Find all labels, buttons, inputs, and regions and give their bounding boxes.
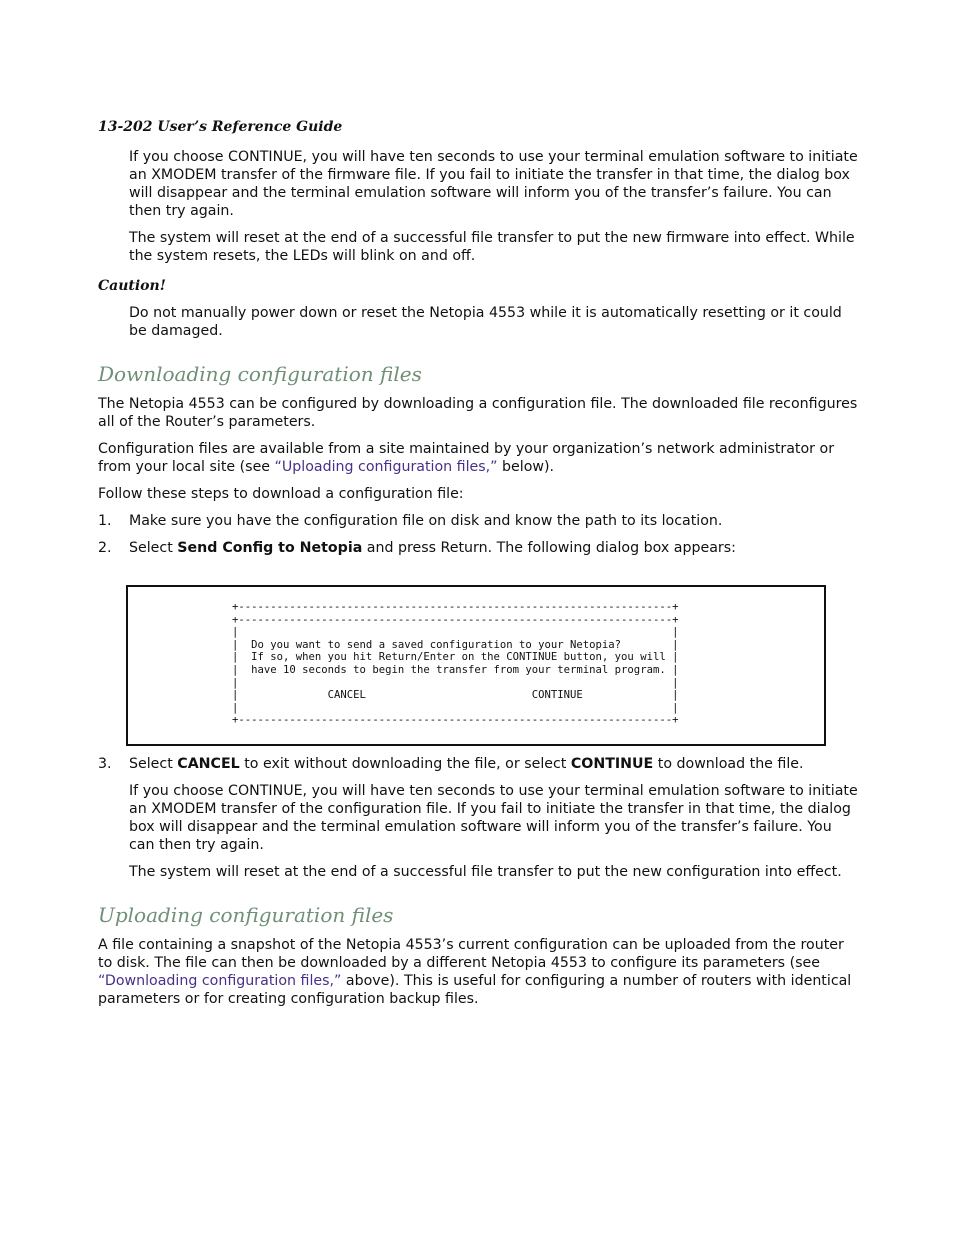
running-head: 13-202 User’s Reference Guide (98, 119, 343, 135)
uploading-paragraph-1 (98, 936, 858, 1008)
step-1-number: 1. (98, 513, 112, 529)
downloading-paragraph-3: Follow these steps to download a configuration file: (98, 486, 464, 502)
intro-paragraph-2: The system will reset at the end of a successful file transfer to put the new firmware into effect. While the system resets, the LEDs will blink on and off. (129, 230, 855, 264)
caution-text: Do not manually power down or reset the Netopia 4553 while it is automatically resetting or it could be damaged. (129, 305, 842, 339)
downloading-heading: Downloading configuration files (98, 362, 422, 386)
step-2 (98, 539, 858, 557)
upload-text-before: A file containing a snapshot of the Netopia 4553’s current configuration can be uploaded from the router to disk. The file can then be downloaded by a different Netopia 4553 to configure its parameters (see (98, 937, 844, 971)
step-3-text-after: to download the file. (653, 756, 804, 772)
terminal-dialog-figure (126, 585, 826, 746)
steps-list (98, 512, 858, 557)
uploading-link[interactable]: “Uploading configuration files,” (274, 459, 498, 475)
downloading-paragraph-4: If you choose CONTINUE, you will have ten seconds to use your terminal emulation software to initiate an XMODEM transfer of the configuration file. If you fail to initiate the transfer in that time, the dialog box will disappear and the terminal emulation software will inform you of the transfer’s failure. You can then try again. (129, 783, 858, 853)
step-1-text: Make sure you have the configuration file on disk and know the path to its location. (129, 513, 723, 529)
upload-text-after: above). This is useful for configuring a number of routers with identical parameters or for creating configuration backup files. (98, 973, 852, 1007)
terminal-dialog-text: +--------------------------------------------------------------------+ +--------------------------------------------------------------------+ | | | Do you want to send a saved configuration to your Netopia? | | If so, when you hit Return/Enter on the CONTINUE button, you will | | have 10 seconds to begin the transfer from your terminal program. | | | | CANCEL CONTINUE | | | +--------------------------------------------------------------------+ (232, 601, 679, 727)
p2-text-before: Configuration files are available from a site maintained by your organization’s network administrator or from your local site (see (98, 441, 835, 475)
step-2-bold: Send Config to Netopia (177, 540, 363, 556)
steps-list-continued (98, 755, 858, 773)
downloading-paragraph-1: The Netopia 4553 can be configured by downloading a configuration file. The downloaded file reconfigures all of the Router’s parameters. (98, 396, 858, 430)
uploading-heading: Uploading configuration files (98, 903, 394, 927)
step-3-cancel: CANCEL (177, 756, 240, 772)
step-3-text-before: Select (129, 756, 178, 772)
step-1 (98, 512, 858, 530)
step-3-text-mid: to exit without downloading the file, or select (239, 756, 571, 772)
downloading-paragraph-2 (98, 440, 858, 476)
step-2-text-before: Select (129, 540, 178, 556)
step-3-number: 3. (98, 756, 112, 772)
step-3-continue: CONTINUE (570, 756, 654, 772)
downloading-paragraph-5: The system will reset at the end of a successful file transfer to put the new configuration into effect. (129, 864, 842, 880)
step-2-number: 2. (98, 540, 112, 556)
p2-text-after: below). (497, 459, 555, 475)
document-page (98, 118, 858, 1017)
downloading-link[interactable]: “Downloading configuration files,” (98, 973, 342, 989)
step-2-text-after: and press Return. The following dialog box appears: (362, 540, 736, 556)
caution-label: Caution! (98, 278, 166, 294)
intro-paragraph-1: If you choose CONTINUE, you will have ten seconds to use your terminal emulation software to initiate an XMODEM transfer of the firmware file. If you fail to initiate the transfer in that time, the dialog box will disappear and the terminal emulation software will inform you of the transfer’s failure. You can then try again. (129, 149, 858, 219)
step-3 (98, 755, 858, 773)
